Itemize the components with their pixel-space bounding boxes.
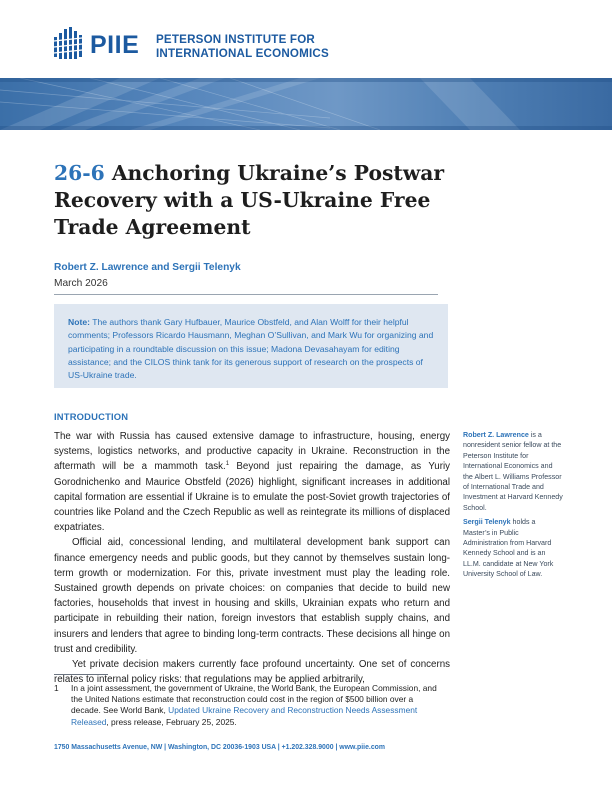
- banner-architecture-graphic: [0, 78, 612, 130]
- brief-title: [54, 160, 454, 241]
- note-label: Note:: [68, 317, 90, 327]
- policy-brief-banner: [0, 78, 612, 130]
- brief-number: 26-6: [54, 161, 105, 185]
- author-bio-1: [463, 430, 563, 513]
- note-text: The authors thank Gary Hufbauer, Maurice Obstfeld, and Alan Wolff for their helpful comments; Professors Ricardo Hausmann, Meghan O’Sullivan, and Mark Wu for organizing and participating in a roundtable discussion on this issue; Madona Devasahayam for editing assistance; and the CILOS think tank for its generous support of research on the prospects of US-Ukraine trade.: [68, 317, 434, 381]
- title-line-1: [54, 160, 454, 187]
- org-name-line-1: PETERSON INSTITUTE FOR: [156, 33, 315, 46]
- footnote-link[interactable]: Updated Ukraine Recovery and Reconstruction Needs Assessment Released: [71, 705, 418, 727]
- paragraph-3: Yet private decision makers currently face profound uncertainty. One set of concerns relates to internal policy risks: that regulations may be applied arbitrarily,: [54, 659, 450, 686]
- piie-logo-icon: [54, 27, 84, 61]
- author-bios-sidebar: [463, 430, 563, 584]
- publication-date: March 2026: [54, 278, 108, 289]
- org-name-line-2: INTERNATIONAL ECONOMICS: [156, 46, 329, 60]
- piie-logo-text: PIIE: [90, 31, 140, 59]
- author-2-name: Sergii Telenyk: [463, 518, 511, 527]
- author-1-bio: is a nonresident senior fellow at the Peterson Institute for International Economics and the Albert L. Williams Professor of International Trade and Investment at Harvard Kennedy School.: [463, 431, 563, 512]
- footnote-body: In a joint assessment, the government of Ukraine, the World Bank, the European Commission, and the United Nations estimate that reconstruction could cost in the region of $500 billion over a decade. See World Bank,: [71, 683, 437, 716]
- section-heading-introduction: INTRODUCTION: [54, 411, 129, 422]
- policy-brief-label: POLICY BRIEF: [379, 12, 586, 42]
- footnote-reference-1[interactable]: 1: [225, 461, 230, 468]
- paragraph-2: Official aid, concessional lending, and multilateral development bank support can finance emergency needs and public goods, but they cannot by themselves sustain long-term growth or modernization. For this, private investment must play the leading role. Sustained growth depends on private choices: on companies that decide to build new factories, households that invest in housing and skills, Ukrainian expats who return and participate in rebuilding their nation, foreign investors that establish supply chains, and insurers and lenders that agree to binding long-term contracts. These decisions all hinge on trust and credibility.: [54, 537, 450, 655]
- footnote-text: [71, 683, 443, 728]
- footer-address: 1750 Massachusetts Avenue, NW | Washington, DC 20036-1903 USA | +1.202.328.9000 | www.piie.com: [54, 744, 385, 751]
- acknowledgment-note: [68, 316, 438, 382]
- title-line-3: Trade Agreement: [54, 215, 251, 239]
- body-text: [54, 429, 450, 687]
- author-bio-2: [463, 517, 563, 579]
- paragraph-1-part-b: Beyond just repairing the damage, as Yuriy Gorodnichenko and Maurice Obstfeld (2026) highlight, significant increases in additional capital formation are essential if Ukraine is to emulate the post-Soviet growth trajectories of countries like Poland and the Czech Republic as well as reintegrate its millions of displaced expatriates.: [54, 461, 451, 534]
- paragraph-1-part-a: The war with Russia has caused extensive damage to infrastructure, housing, energy systems, logistics networks, and productive capacity in Ukraine. Reconstruction in the aftermath will be a mammoth task.: [54, 431, 450, 473]
- author-1-name: Robert Z. Lawrence: [463, 431, 529, 439]
- author-2-bio: holds a Master’s in Public Administration from Harvard Kennedy School and is an LL.M. candidate at New York University School of Law.: [463, 518, 554, 579]
- author-byline: Robert Z. Lawrence and Sergii Telenyk: [54, 262, 241, 273]
- paragraph-1: [54, 429, 450, 535]
- organization-name: [156, 33, 329, 60]
- divider: [54, 294, 438, 295]
- footnote-divider: [54, 674, 108, 675]
- footnote-suffix: , press release, February 25, 2025.: [106, 716, 237, 727]
- footnote-number: 1: [54, 683, 59, 693]
- title-line-1-text: Anchoring Ukraine’s Postwar: [104, 161, 445, 185]
- title-line-2: Recovery with a US-Ukraine Free: [54, 188, 431, 212]
